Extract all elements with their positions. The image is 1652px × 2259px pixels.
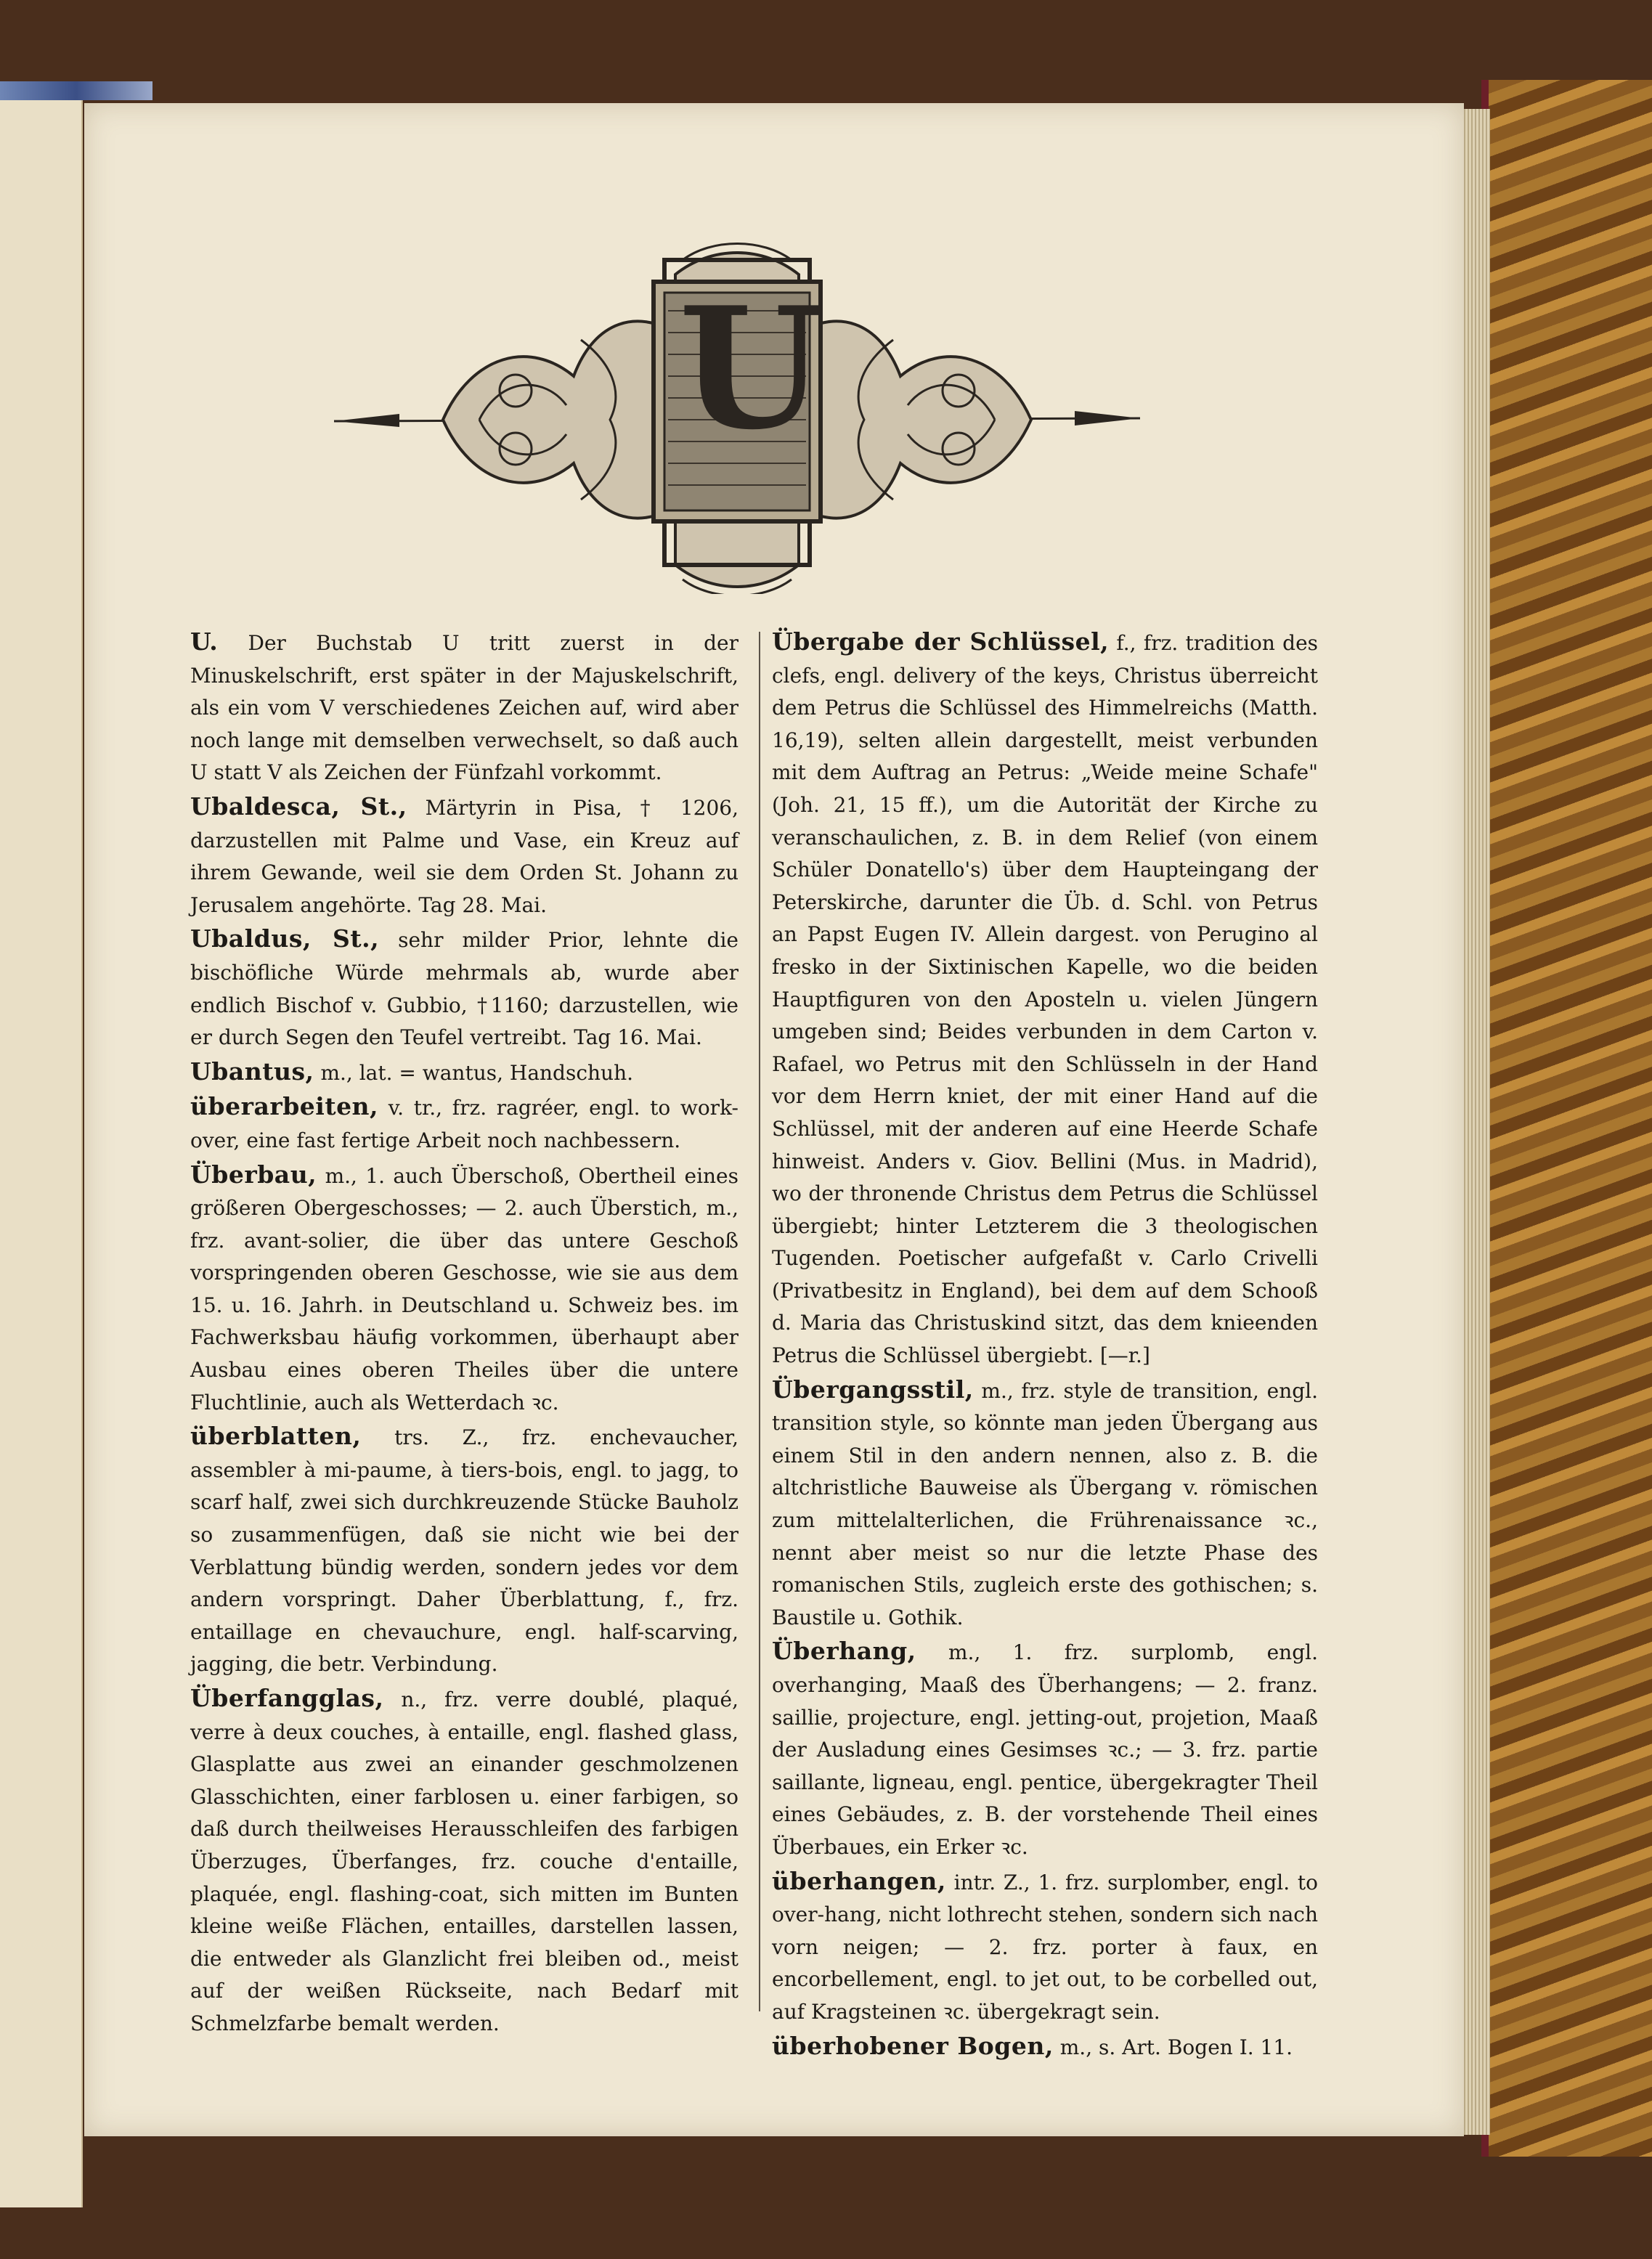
entry-headword: Überhang,	[772, 1637, 916, 1666]
dictionary-entry	[190, 1682, 738, 2040]
dictionary-entry	[190, 1159, 738, 1420]
dictionary-entry	[190, 626, 738, 789]
bookmark-ribbon	[0, 81, 152, 100]
entry-headword: überarbeiten,	[190, 1092, 379, 1121]
entry-text: f., frz. tradition des clefs, engl. delivery of the keys, Christus überreicht dem Petrus die Schlüssel des Himmelreichs (Matth. 16,19), selten allein dargestellt, meist verbunden mit dem Auftrag an Petrus: „Weide meine Schafe" (Joh. 21, 15 ff.), um die Autorität der Kirche zu veranschaulichen, z. B. in dem Relief (von einem Schüler Donatello's) über dem Haupteingang der Peterskirche, darunter die Üb. d. Schl. von Petrus an Papst Eugen IV. Allein dargest. von Perugino al fresko in der Sixtinischen Kapelle, wo die beiden Hauptfiguren von den Aposteln u. vielen Jüngern umgeben sind; Beides verbunden in dem Carton v. Rafael, wo Petrus mit den Schlüsseln in der Hand vor dem Herrn kniet, der mit einer Hand auf die Schlüssel, mit der anderen auf eine Heerde Schafe hinweist. Anders v. Giov. Bellini (Mus. in Madrid), wo der thronende Christus dem Petrus die Schlüssel übergiebt; hinter Letzterem die 3 theologischen Tugenden. Poetischer aufgefaßt v. Carlo Crivelli (Privatbesitz in England), bei dem auf dem Schooß d. Maria das Christuskind sitzt, das dem knieenden Petrus die Schlüssel übergiebt. [—r.]	[772, 631, 1319, 1368]
entry-text: m., 1. frz. surplomb, engl. overhanging, Maaß des Überhangens; — 2. franz. saillie, projecture, engl. jetting-out, projetion, Maaß der Ausladung eines Gesimses ꝛc.; — 3. frz. partie saillante, ligneau, engl. pentice, übergekragter Theil eines Gebäudes, z. B. der vorstehende Theil eines Überbaues, ein Erker ꝛc.	[772, 1640, 1318, 1859]
entry-text: sehr milder Prior, lehnte die bischöfliche Würde mehrmals ab, wurde aber endlich Bischof v. Gubbio, †1160; darzustellen, wie er durch Segen den Teufel vertreibt. Tag 16. Mai.	[190, 928, 738, 1050]
decorated-initial-U-icon	[334, 231, 1140, 594]
dictionary-entry	[190, 791, 738, 921]
entry-headword: Ubantus,	[190, 1057, 314, 1086]
entry-headword: überhobener Bogen,	[772, 2031, 1054, 2060]
entry-headword: überhangen,	[772, 1866, 946, 1895]
dictionary-entry	[772, 1635, 1318, 1863]
dictionary-entry	[190, 1056, 738, 1090]
entry-headword: Ubaldesca, St.,	[190, 791, 407, 821]
entry-text: trs. Z., frz. enchevaucher, assembler à mi-paume, à tiers-bois, engl. to jagg, to scarf half, zwei sich durchkreuzende Stücke Bauholz so zusammenfügen, daß sie nicht wie bei der Verblattung bündig werden, sondern jedes vor dem andern vorspringt. Daher Überblattung, f., frz. entaillage en chevauchure, engl. half-scarving, jagging, die betr. Verbindung.	[190, 1425, 738, 1677]
right-column	[772, 626, 1318, 2064]
entry-headword: Übergangsstil,	[772, 1375, 974, 1404]
entry-text: Märtyrin in Pisa, † 1206, darzustellen mit Palme und Vase, ein Kreuz auf ihrem Gewande, weil sie dem Orden St. Johann zu Jerusalem angehörte. Tag 28. Mai.	[190, 795, 738, 917]
entry-text: n., frz. verre doublé, plaqué, verre à deux couches, à entaille, engl. flashed glass, Glasplatte aus zwei an einander geschmolzenen Glasschichten, einer farblosen u. einer farbigen, so daß durch theilweises Herausschleifen des farbigen Überzuges, Überfanges, frz. couche d'entaille, plaquée, engl. flashing-coat, sich mitten im Bunten kleine weiße Flächen, entailles, darstellen lassen, die entweder als Glanzlicht frei bleiben od., meist auf der weißen Rückseite, nach Bedarf mit Schmelzfarbe bemalt werden.	[190, 1688, 738, 2035]
dictionary-entry	[190, 1091, 738, 1157]
entry-text: v. tr., frz. ragréer, engl. to work-over, eine fast fertige Arbeit noch nachbessern.	[190, 1096, 739, 1152]
column-divider	[759, 632, 760, 2011]
dictionary-entry	[772, 626, 1318, 1372]
dictionary-entry	[772, 1374, 1318, 1635]
ornament-initial-letter: U	[678, 271, 825, 467]
entry-text: m., lat. = wantus, Handschuh.	[320, 1060, 634, 1085]
dictionary-entry	[772, 2030, 1318, 2064]
entry-headword: Ubaldus, St.,	[190, 924, 380, 953]
entry-text: m., s. Art. Bogen I. 11.	[1059, 2035, 1293, 2059]
entry-text: m., frz. style de transition, engl. transition style, so könnte man jeden Übergang aus einem Stil in den andern nennen, also z. B. die altchristliche Bauweise als Übergang v. römischen zum mittelalterlichen, die Frührenaissance ꝛc., nennt aber meist so nur die letzte Phase des romanischen Stils, zugleich erste des gothischen; s. Baustile u. Gothik.	[772, 1378, 1319, 1629]
entry-headword: U.	[190, 627, 219, 656]
left-page-edge	[0, 87, 83, 2207]
entry-headword: Überfangglas,	[190, 1684, 384, 1712]
entry-headword: Überbau,	[190, 1160, 317, 1189]
entry-text: Der Buchstab U tritt zuerst in der Minuskelschrift, erst später in der Majuskelschrift, als ein vom V verschiedenes Zeichen auf, wird aber noch lange mit demselben verwechselt, so daß auch U statt V als Zeichen der Fünfzahl vorkommt.	[190, 631, 738, 785]
dictionary-entry	[190, 923, 738, 1054]
entry-text: intr. Z., 1. frz. surplomber, engl. to over-hang, nicht lothrecht stehen, sondern sich nach vorn neigen; — 2. frz. porter à faux, en encorbellement, engl. to jet out, to be corbelled out, auf Kragsteinen ꝛc. übergekragt sein.	[772, 1870, 1319, 2024]
entry-headword: überblatten,	[190, 1422, 362, 1451]
entry-text: m., 1. auch Überschoß, Obertheil eines größeren Obergeschosses; — 2. auch Überstich, m., frz. avant-solier, die über das untere Geschoß vorspringenden oberen Geschosse, wie sie aus dem 15. u. 16. Jahrh. in Deutschland u. Schweiz bes. im Fachwerksbau häufig vorkommen, überhaupt aber Ausbau eines oberen Theiles über die untere Fluchtlinie, auch als Wetterdach ꝛc.	[190, 1163, 738, 1415]
dictionary-entry	[190, 1420, 738, 1681]
left-column	[190, 626, 738, 2040]
dictionary-entry	[772, 1865, 1318, 2029]
book-cover-edge	[1481, 80, 1652, 2157]
entry-headword: Übergabe der Schlüssel,	[772, 627, 1110, 656]
